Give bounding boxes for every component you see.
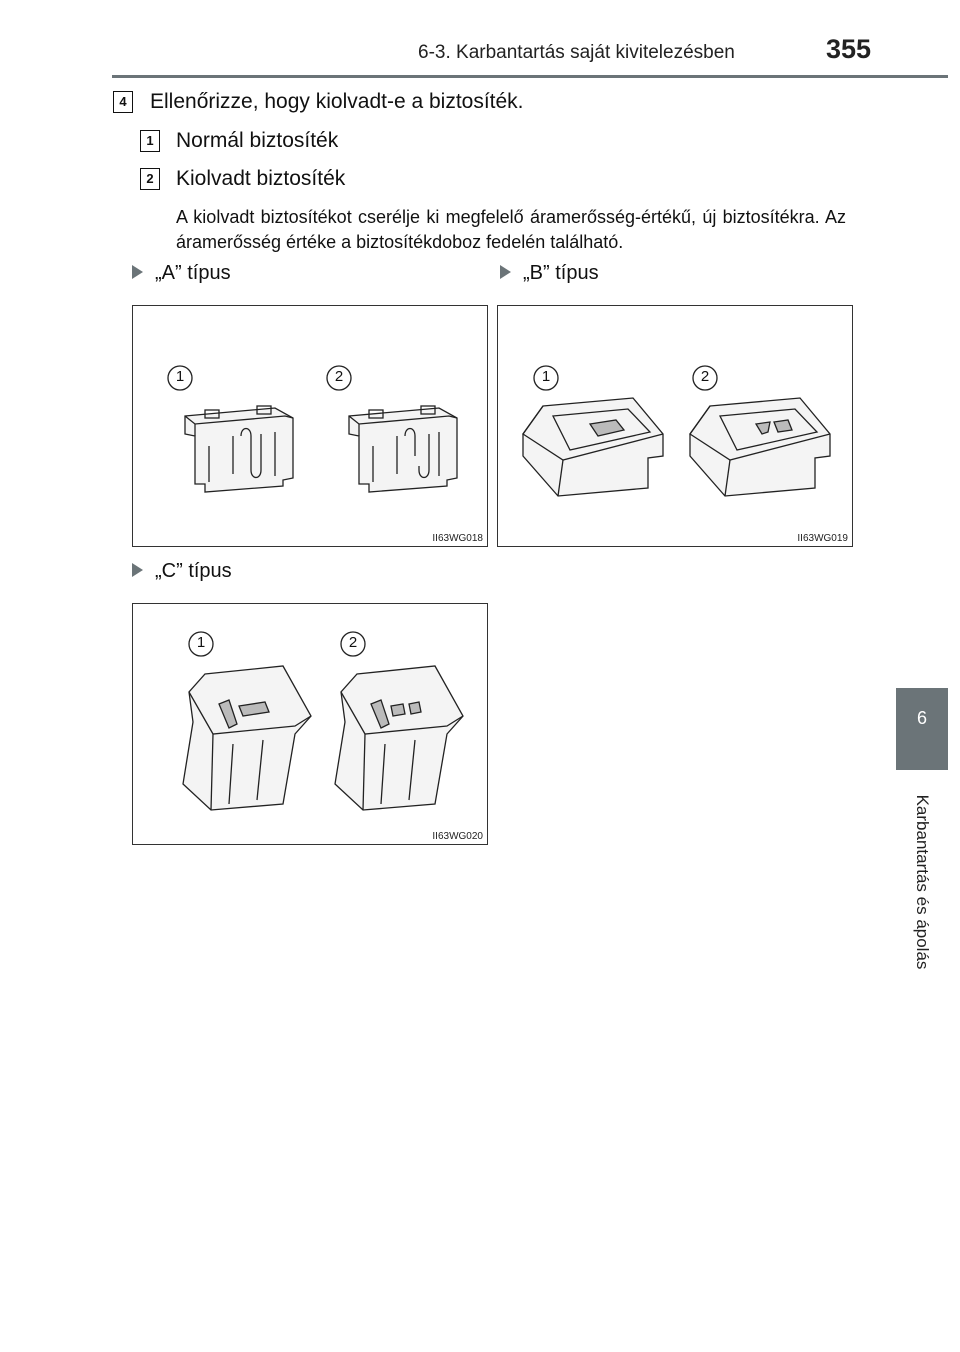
figure-type-a	[132, 305, 488, 547]
type-a-label: „A” típus	[132, 262, 231, 285]
arrow-right-icon	[500, 265, 511, 279]
arrow-right-icon	[132, 265, 143, 279]
cartridge-fuse-icon	[498, 306, 852, 546]
header-rule	[112, 75, 948, 78]
figure-type-b	[497, 305, 853, 547]
item-number-badge: 1	[140, 130, 160, 152]
blade-fuse-icon	[133, 306, 487, 546]
page-number: 355	[826, 34, 872, 64]
figure-code: II63WG019	[797, 533, 848, 544]
instruction-paragraph: A kiolvadt biztosítékot cserélje ki megfelelő áramerősség-értékű, új biztosítékra. Az áramerősség értéke a biztosítékdoboz fedelén található.	[176, 207, 846, 252]
step-number-badge: 4	[113, 91, 133, 113]
callout-normal: 1	[175, 368, 185, 385]
item-blown-fuse: Kiolvadt biztosíték	[176, 167, 346, 190]
chapter-number: 6	[916, 708, 927, 728]
callout-blown: 2	[334, 368, 344, 385]
header-section-title: 6-3. Karbantartás saját kivitelezésben	[418, 42, 735, 63]
item-number-badge: 2	[140, 168, 160, 190]
figure-type-c	[132, 603, 488, 845]
chapter-tab	[896, 688, 948, 770]
callout-normal: 1	[196, 634, 206, 651]
step-instruction: Ellenőrizze, hogy kiolvadt-e a biztosíték.	[150, 90, 524, 113]
figure-code: II63WG020	[432, 831, 483, 842]
figure-code: II63WG018	[432, 533, 483, 544]
type-c-label: „C” típus	[132, 560, 232, 583]
callout-normal: 1	[541, 368, 551, 385]
chapter-title: Karbantartás és ápolás	[913, 794, 932, 970]
mini-cartridge-fuse-icon	[133, 604, 487, 844]
arrow-right-icon	[132, 563, 143, 577]
callout-blown: 2	[700, 368, 710, 385]
item-normal-fuse: Normál biztosíték	[176, 129, 339, 152]
type-b-label: „B” típus	[500, 262, 599, 285]
callout-blown: 2	[348, 634, 358, 651]
